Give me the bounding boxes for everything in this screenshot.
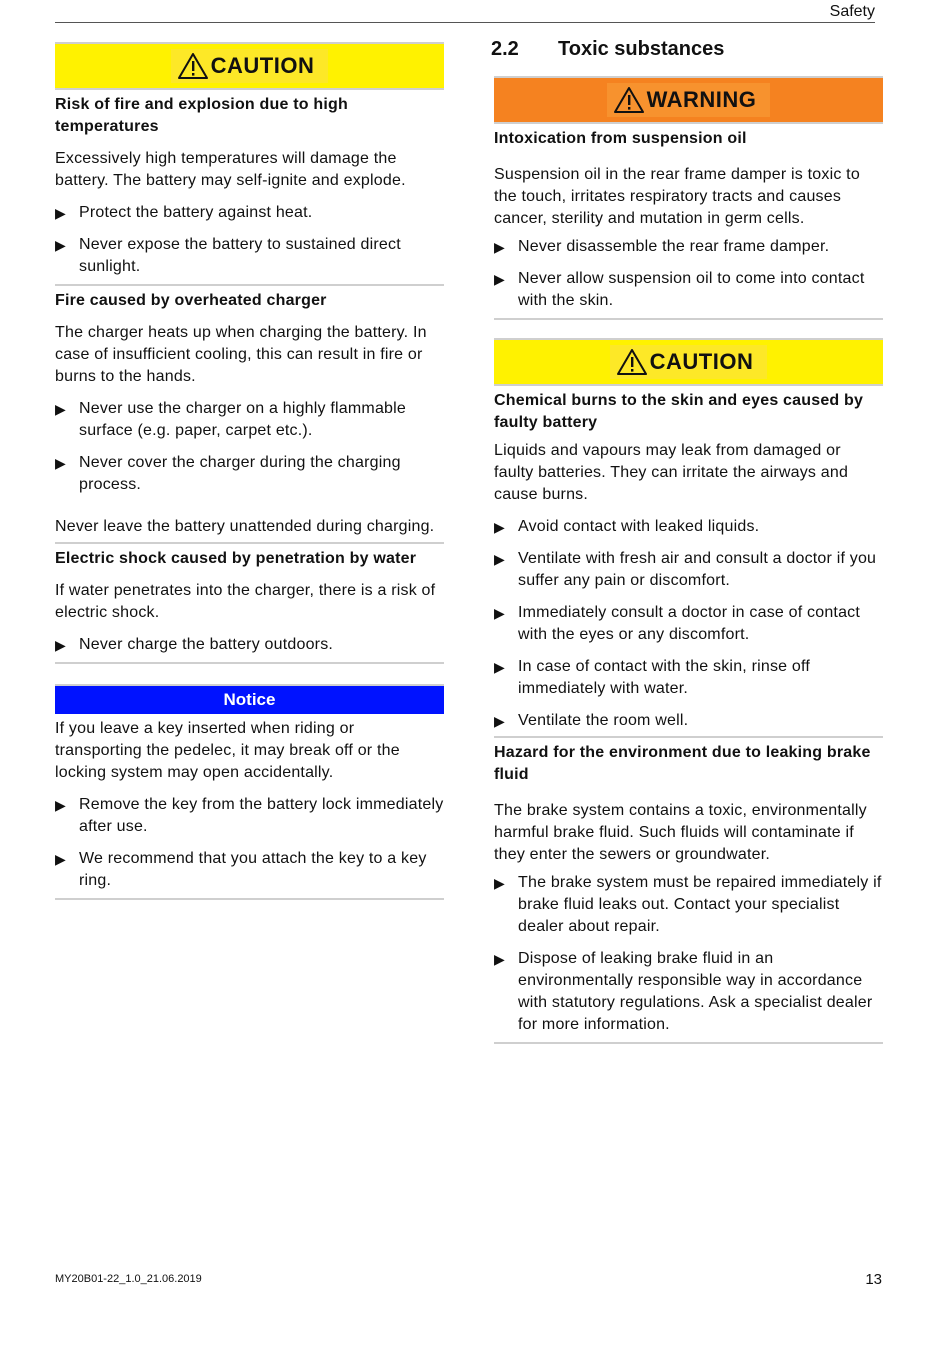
paragraph: Liquids and vapours may leak from damaged or faulty batteries. They can irritate the airways and cause burns. <box>494 442 849 503</box>
notice-label: Notice <box>223 690 276 709</box>
right-triangle-arrow-icon: ▶ <box>494 713 505 729</box>
list-item: ▶ Protect the battery against heat. <box>55 202 444 224</box>
hazard-title: Intoxication from suspension oil <box>494 130 747 147</box>
right-triangle-arrow-icon: ▶ <box>494 605 505 621</box>
hazard-title: Chemical burns to the skin and eyes caused by faulty battery <box>494 392 864 431</box>
divider <box>494 736 883 738</box>
right-triangle-arrow-icon: ▶ <box>494 239 505 255</box>
warning-label: WARNING <box>646 87 757 112</box>
bullet-list <box>494 516 883 732</box>
bullet-list <box>494 872 883 1036</box>
hazard-title: Risk of fire and explosion due to high temperatures <box>55 96 348 135</box>
bullet-list <box>55 202 444 278</box>
right-column <box>491 36 883 1044</box>
bullet-list <box>55 398 444 496</box>
list-item: ▶ Never expose the battery to sustained direct sunlight. <box>55 234 444 278</box>
paragraph: If water penetrates into the charger, there is a risk of electric shock. <box>55 582 436 621</box>
document-id: MY20B01-22_1.0_21.06.2019 <box>55 1273 202 1285</box>
bullet-list <box>494 236 883 312</box>
divider <box>55 542 444 544</box>
page-number: 13 <box>865 1271 882 1288</box>
right-triangle-arrow-icon: ▶ <box>55 401 66 417</box>
right-triangle-arrow-icon: ▶ <box>55 851 66 867</box>
list-item: ▶ Remove the key from the battery lock immediately after use. <box>55 794 444 838</box>
list-item: ▶ Immediately consult a doctor in case of contact with the eyes or any discomfort. <box>494 602 883 646</box>
right-triangle-arrow-icon: ▶ <box>55 637 66 653</box>
caution-banner <box>494 338 883 386</box>
right-triangle-arrow-icon: ▶ <box>494 659 505 675</box>
list-item: ▶ Never charge the battery outdoors. <box>55 634 444 656</box>
warning-banner <box>494 76 883 124</box>
right-triangle-arrow-icon: ▶ <box>55 455 66 471</box>
divider <box>55 898 444 900</box>
right-triangle-arrow-icon: ▶ <box>494 271 505 287</box>
section-heading <box>491 36 883 63</box>
divider <box>494 1042 883 1044</box>
list-item: ▶ Ventilate with fresh air and consult a doctor if you suffer any pain or discomfort. <box>494 548 883 592</box>
list-item: ▶ Never use the charger on a highly flammable surface (e.g. paper, carpet etc.). <box>55 398 444 442</box>
warning-triangle-icon <box>177 52 209 80</box>
caution-label: CAUTION <box>649 349 754 374</box>
left-column <box>55 42 444 900</box>
right-triangle-arrow-icon: ▶ <box>55 205 66 221</box>
running-header: Safety <box>829 3 875 20</box>
header-rule <box>55 22 875 23</box>
hazard-title: Electric shock caused by penetration by water <box>55 550 417 567</box>
list-item: ▶ Never cover the charger during the charging process. <box>55 452 444 496</box>
list-item: ▶ The brake system must be repaired immediately if brake fluid leaks out. Contact your specialist dealer about repair. <box>494 872 883 938</box>
list-item: ▶ Never allow suspension oil to come into contact with the skin. <box>494 268 883 312</box>
right-triangle-arrow-icon: ▶ <box>494 551 505 567</box>
paragraph: The brake system contains a toxic, environmentally harmful brake fluid. Such fluids will contaminate if they enter the sewers or groundwater. <box>494 802 867 863</box>
paragraph: The charger heats up when charging the battery. In case of insufficient cooling, this can result in fire or burns to the hands. <box>55 324 427 385</box>
hazard-title: Fire caused by overheated charger <box>55 292 327 309</box>
right-triangle-arrow-icon: ▶ <box>494 875 505 891</box>
warning-triangle-icon <box>616 348 648 376</box>
bullet-list <box>55 634 444 656</box>
hazard-title: Hazard for the environment due to leaking brake fluid <box>494 744 871 783</box>
list-item: ▶ In case of contact with the skin, rinse off immediately with water. <box>494 656 883 700</box>
warning-triangle-icon <box>613 86 645 114</box>
list-item: ▶ Avoid contact with leaked liquids. <box>494 516 883 538</box>
section-number: 2.2 <box>491 38 519 60</box>
right-triangle-arrow-icon: ▶ <box>494 951 505 967</box>
caution-label: CAUTION <box>210 53 315 78</box>
notice-banner <box>55 684 444 714</box>
list-item: ▶ Never disassemble the rear frame damper. <box>494 236 883 258</box>
right-triangle-arrow-icon: ▶ <box>55 797 66 813</box>
paragraph: Excessively high temperatures will damage the battery. The battery may self-ignite and explode. <box>55 150 406 189</box>
divider <box>55 284 444 286</box>
right-triangle-arrow-icon: ▶ <box>55 237 66 253</box>
right-triangle-arrow-icon: ▶ <box>494 519 505 535</box>
paragraph: If you leave a key inserted when riding or transporting the pedelec, it may break off or the locking system may open accidentally. <box>55 720 400 781</box>
list-item: ▶ We recommend that you attach the key to a key ring. <box>55 848 444 892</box>
paragraph: Never leave the battery unattended during charging. <box>55 518 435 535</box>
section-title: Toxic substances <box>558 38 725 60</box>
paragraph: Suspension oil in the rear frame damper is toxic to the touch, irritates respiratory tracts and causes cancer, sterility and mutation in germ cells. <box>494 166 860 227</box>
list-item: ▶ Ventilate the room well. <box>494 710 883 732</box>
bullet-list <box>55 794 444 892</box>
list-item: ▶ Dispose of leaking brake fluid in an environmentally responsible way in accordance with statutory regulations. Ask a specialist dealer for more information. <box>494 948 883 1036</box>
caution-banner <box>55 42 444 90</box>
